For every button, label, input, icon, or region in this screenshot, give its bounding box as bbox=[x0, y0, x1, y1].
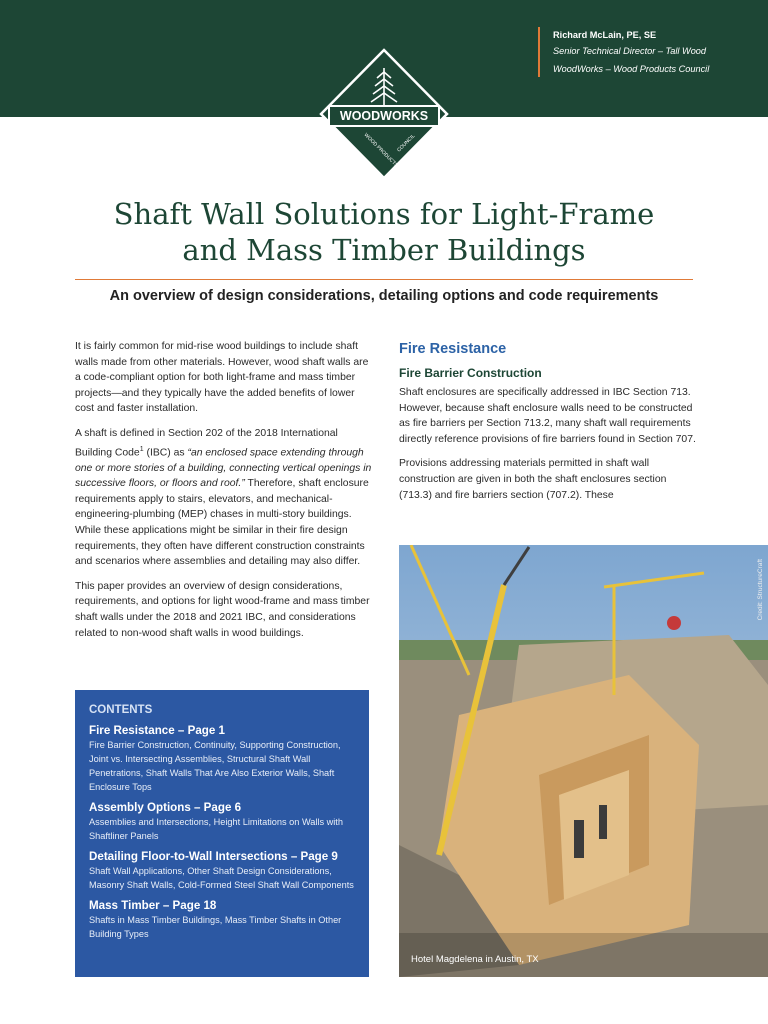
fire-paragraph-2: Provisions addressing materials permitted in shaft wall construction are given in both the shaft enclosures section (713.3) and fire barriers section (707.2). These bbox=[399, 458, 667, 501]
page-title bbox=[0, 196, 768, 268]
logo-subtext-right: COUNCIL bbox=[396, 133, 417, 154]
intro-p2-text-b: (IBC) as bbox=[143, 447, 188, 459]
photo-credit: Credit: StructureCraft bbox=[757, 559, 764, 621]
contents-item[interactable] bbox=[89, 800, 355, 843]
fire-resistance-column bbox=[399, 339, 699, 512]
title-line-1: Shaft Wall Solutions for Light-Frame bbox=[113, 197, 655, 231]
intro-paragraph-1: It is fairly common for mid-rise wood buildings to include shaft walls made from other materials. However, wood shaft walls are a code-compliant option for both light-frame and mass timber projects—and they typically have the added benefits of lower cost and faster installation. bbox=[75, 341, 369, 415]
contents-item-desc: Shaft Wall Applications, Other Shaft Design Considerations, Masonry Shaft Walls, Cold-Formed Steel Shaft Wall Components bbox=[89, 866, 354, 890]
contents-item[interactable] bbox=[89, 849, 355, 892]
construction-photo bbox=[399, 545, 768, 977]
photo-caption: Hotel Magdelena in Austin, TX bbox=[411, 954, 539, 965]
author-org: WoodWorks – Wood Products Council bbox=[553, 64, 710, 74]
contents-item-title[interactable]: Fire Resistance – Page 1 bbox=[89, 724, 225, 737]
contents-item-desc: Assemblies and Intersections, Height Limitations on Walls with Shaftliner Panels bbox=[89, 817, 343, 841]
logo-wordmark: WOODWORKS bbox=[339, 109, 429, 123]
contents-item-desc: Shafts in Mass Timber Buildings, Mass Timber Shafts in Other Building Types bbox=[89, 915, 342, 939]
intro-column bbox=[75, 339, 373, 650]
intro-paragraph-2 bbox=[75, 426, 373, 570]
contents-item-desc: Fire Barrier Construction, Continuity, Supporting Construction, Joint vs. Intersecting Assemblies, Structural Shaft Wall Penetrations, Shaft Walls That Are Also Exterior Walls, Shaft Enclosure Tops bbox=[89, 740, 341, 792]
intro-p2-text-c: Therefore, shaft enclosure requirements apply to stairs, elevators, and mechanical-engineering-plumbing (MEP) chases in multi-story buildings. While these applications might be similar in their fire design requirements, they often have different construction constraints and scenarios where assemblies and detailing may also differ. bbox=[75, 478, 369, 568]
author-role: Senior Technical Director – Tall Wood bbox=[553, 46, 707, 56]
subheading-fire-barrier: Fire Barrier Construction bbox=[399, 366, 542, 380]
intro-paragraph-3: This paper provides an overview of design considerations, requirements, and options for light wood-frame and mass timber shaft walls under the 2018 and 2021 IBC, and considerations related to non-wood shaft walls in wood buildings. bbox=[75, 580, 370, 639]
contents-item-title[interactable]: Detailing Floor-to-Wall Intersections – Page 9 bbox=[89, 850, 338, 863]
construction-site-illustration bbox=[399, 545, 768, 977]
contents-item[interactable] bbox=[89, 898, 355, 941]
contents-item[interactable] bbox=[89, 723, 355, 794]
section-heading-fire-resistance: Fire Resistance bbox=[399, 341, 507, 357]
page-subtitle: An overview of design considerations, detailing options and code requirements bbox=[109, 288, 659, 304]
intro-p2-text-a: A shaft is defined in Section 202 of the 2018 International Building Code bbox=[75, 427, 338, 459]
logo-subtext-left: WOOD PRODUCTS bbox=[362, 132, 400, 169]
footnote-ref[interactable]: 1 bbox=[139, 445, 144, 453]
title-divider bbox=[75, 279, 693, 280]
author-name: Richard McLain, PE, SE bbox=[553, 30, 657, 40]
title-line-2: and Mass Timber Buildings bbox=[182, 233, 586, 267]
shaft-definition-quote: “an enclosed space extending through one or more stories of a building, connecting vertical openings in successive floors, or floors and roof.” bbox=[75, 447, 372, 490]
contents-box bbox=[75, 690, 369, 977]
woodworks-logo bbox=[319, 48, 449, 180]
contents-item-title[interactable]: Mass Timber – Page 18 bbox=[89, 899, 217, 912]
fire-paragraph-1: Shaft enclosures are specifically addressed in IBC Section 713. However, because shaft enclosure walls need to be constructed as fire barriers per Section 713.2, many shaft wall requirements directly reference provisions of fire barriers found in Section 707. bbox=[399, 387, 696, 445]
contents-heading: CONTENTS bbox=[89, 704, 153, 716]
contents-item-title[interactable]: Assembly Options – Page 6 bbox=[89, 801, 242, 814]
author-credit bbox=[538, 27, 709, 77]
